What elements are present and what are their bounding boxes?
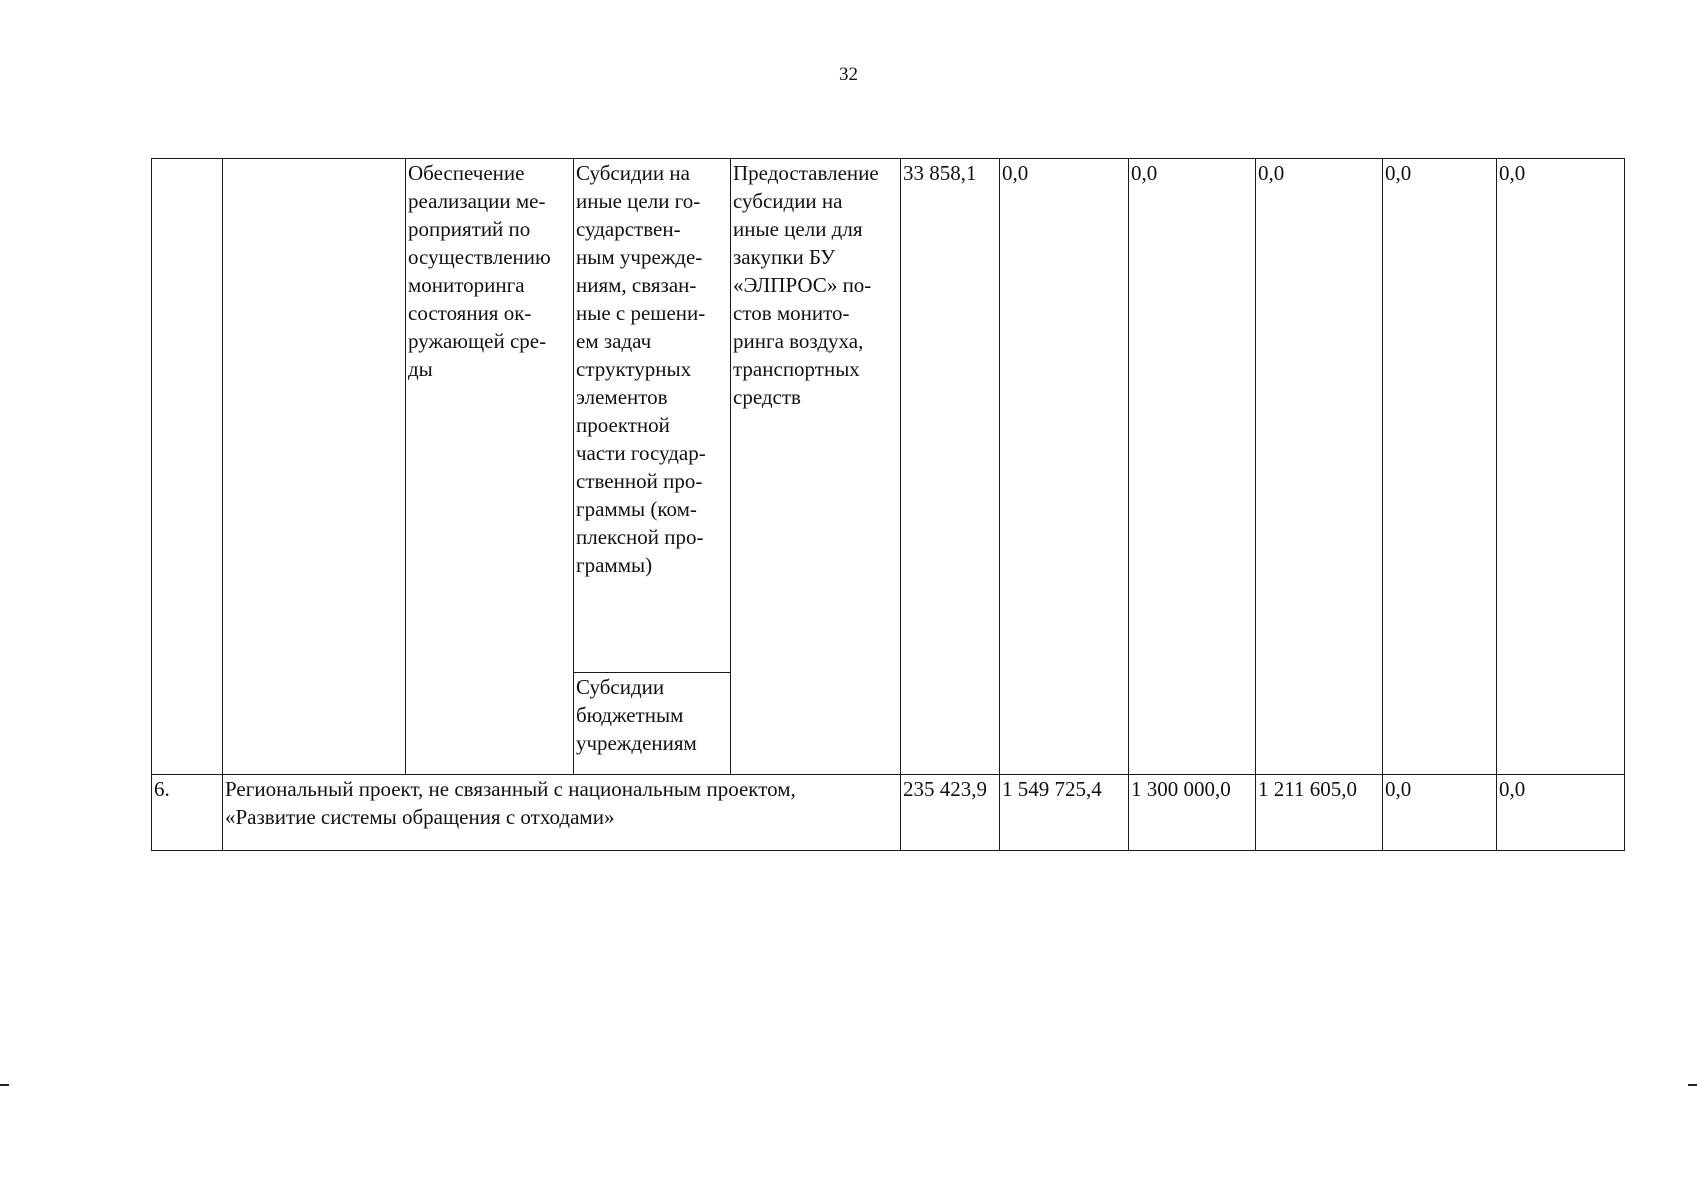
subsidy-type-cell: Субсидии бюджетным учреждениям: [574, 673, 731, 775]
value-cell: 0,0: [1256, 159, 1383, 775]
value-cell: 1 211 605,0: [1256, 775, 1383, 851]
subsidy-type-cell: Субсидии на иные цели го- сударствен- ным учрежде- ниям, связан- ные с решени- ем задач структурных элементов проектной части государ- ственной про- граммы (ком- плексной про- граммы): [574, 159, 731, 673]
table-row: [152, 775, 1625, 851]
value-cell: 1 549 725,4: [1000, 775, 1129, 851]
scan-edge-mark-right: [1688, 1084, 1697, 1086]
row-name-cell: Региональный проект, не связанный с национальным проектом, «Развитие системы обращения с отходами»: [223, 775, 901, 851]
purpose-cell: Предоставление субсидии на иные цели для закупки БУ «ЭЛПРОС» по- стов монито- ринга воздуха, транспортных средств: [731, 159, 901, 775]
page-number: 32: [839, 64, 858, 85]
value-cell: 0,0: [1497, 775, 1625, 851]
value-cell: 235 423,9: [901, 775, 1000, 851]
row-name-cell: [223, 159, 406, 775]
table-row: [152, 159, 1625, 673]
value-cell: 0,0: [1383, 159, 1497, 775]
value-cell: 0,0: [1129, 159, 1256, 775]
scan-edge-mark-left: [0, 1084, 9, 1086]
value-cell: 0,0: [1497, 159, 1625, 775]
row-index-cell: 6.: [152, 775, 223, 851]
value-cell: 1 300 000,0: [1129, 775, 1256, 851]
value-cell: 33 858,1: [901, 159, 1000, 775]
measure-cell: Обеспечение реализации ме- роприятий по осуществлению мониторинга состояния ок- ружающей сре- ды: [406, 159, 574, 775]
budget-table: [151, 158, 1625, 851]
row-index-cell: [152, 159, 223, 775]
value-cell: 0,0: [1383, 775, 1497, 851]
value-cell: 0,0: [1000, 159, 1129, 775]
